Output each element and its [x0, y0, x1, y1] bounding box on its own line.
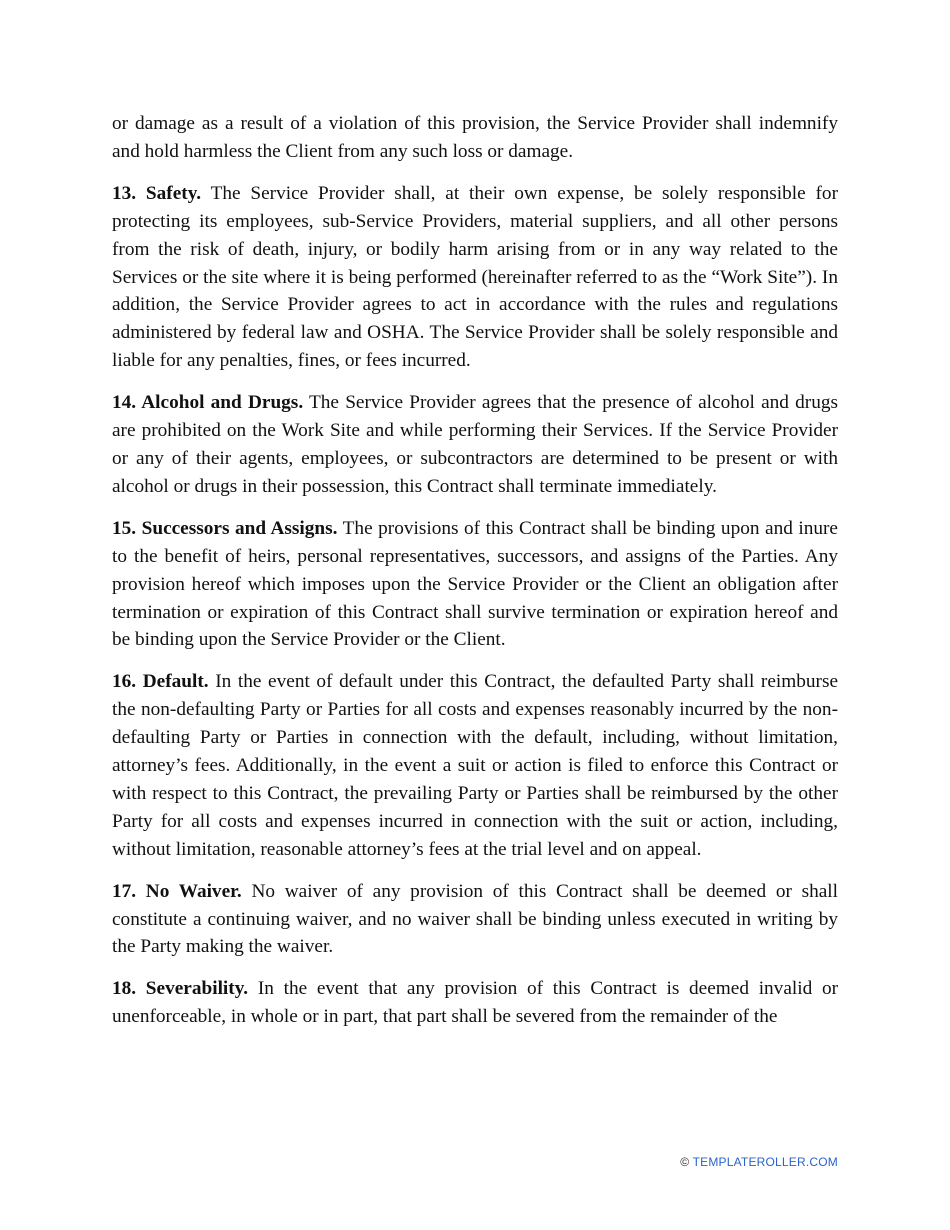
section-body: The provisions of this Contract shall be binding upon and inure to the benefit of heirs, personal representatives, successors, and assigns of the Parties. Any provision hereof which imposes upon the Service Provider or the Client an obligation after termination or expiration of this Contract shall survive termination or expiration hereof and be binding upon the Service Provider or the Client.: [112, 517, 838, 651]
footer-credit: [680, 1155, 838, 1169]
copyright-symbol: ©: [680, 1155, 690, 1169]
section-heading: 18. Severability.: [112, 978, 249, 1000]
templateroller-link[interactable]: TEMPLATEROLLER.COM: [692, 1155, 838, 1169]
section-body: The Service Provider shall, at their own expense, be solely responsible for protecting its employees, sub-Service Providers, material suppliers, and all other persons from the risk of death, injury, or bodily harm arising from or in any way related to the Services or the site where it is being performed (hereinafter referred to as the “Work Site”). In addition, the Service Provider agrees to act in accordance with the rules and regulations administered by federal law and OSHA. The Service Provider shall be solely responsible and liable for any penalties, fines, or fees incurred.: [112, 182, 838, 372]
section-heading: 17. No Waiver.: [112, 880, 242, 902]
section-body: The Service Provider agrees that the presence of alcohol and drugs are prohibited on the Work Site and while performing their Services. If the Service Provider or any of their agents, employees, or subcontractors are determined to be present or with alcohol or drugs in their possession, this Contract shall terminate immediately.: [112, 392, 838, 497]
section-18-severability: [112, 975, 838, 1031]
section-heading: 14. Alcohol and Drugs.: [112, 392, 304, 414]
document-page: [112, 110, 838, 1045]
section-body: No waiver of any provision of this Contract shall be deemed or shall constitute a continuing waiver, and no waiver shall be binding unless executed in writing by the Party making the waiver.: [112, 880, 838, 958]
section-16-default: [112, 668, 838, 863]
section-14-alcohol-and-drugs: [112, 389, 838, 501]
section-17-no-waiver: [112, 878, 838, 962]
section-heading: 15. Successors and Assigns.: [112, 517, 338, 539]
intro-paragraph: or damage as a result of a violation of this provision, the Service Provider shall indemnify and hold harmless the Client from any such loss or damage.: [112, 113, 838, 162]
section-body: In the event of default under this Contract, the defaulted Party shall reimburse the non-defaulting Party or Parties for all costs and expenses reasonably incurred by the non-defaulting Party or Parties in connection with the default, including, without limitation, attorney’s fees. Additionally, in the event a suit or action is filed to enforce this Contract or with respect to this Contract, the prevailing Party or Parties shall be reimbursed by the other Party for all costs and expenses incurred in connection with the suit or action, including, without limitation, reasonable attorney’s fees at the trial level and on appeal.: [112, 671, 839, 860]
section-body: In the event that any provision of this Contract is deemed invalid or unenforceable, in whole or in part, that part shall be severed from the remainder of the: [112, 978, 839, 1028]
section-15-successors-and-assigns: [112, 515, 838, 655]
section-heading: 16. Default.: [112, 671, 209, 693]
section-heading: 13. Safety.: [112, 182, 202, 204]
section-13-safety: [112, 180, 838, 375]
